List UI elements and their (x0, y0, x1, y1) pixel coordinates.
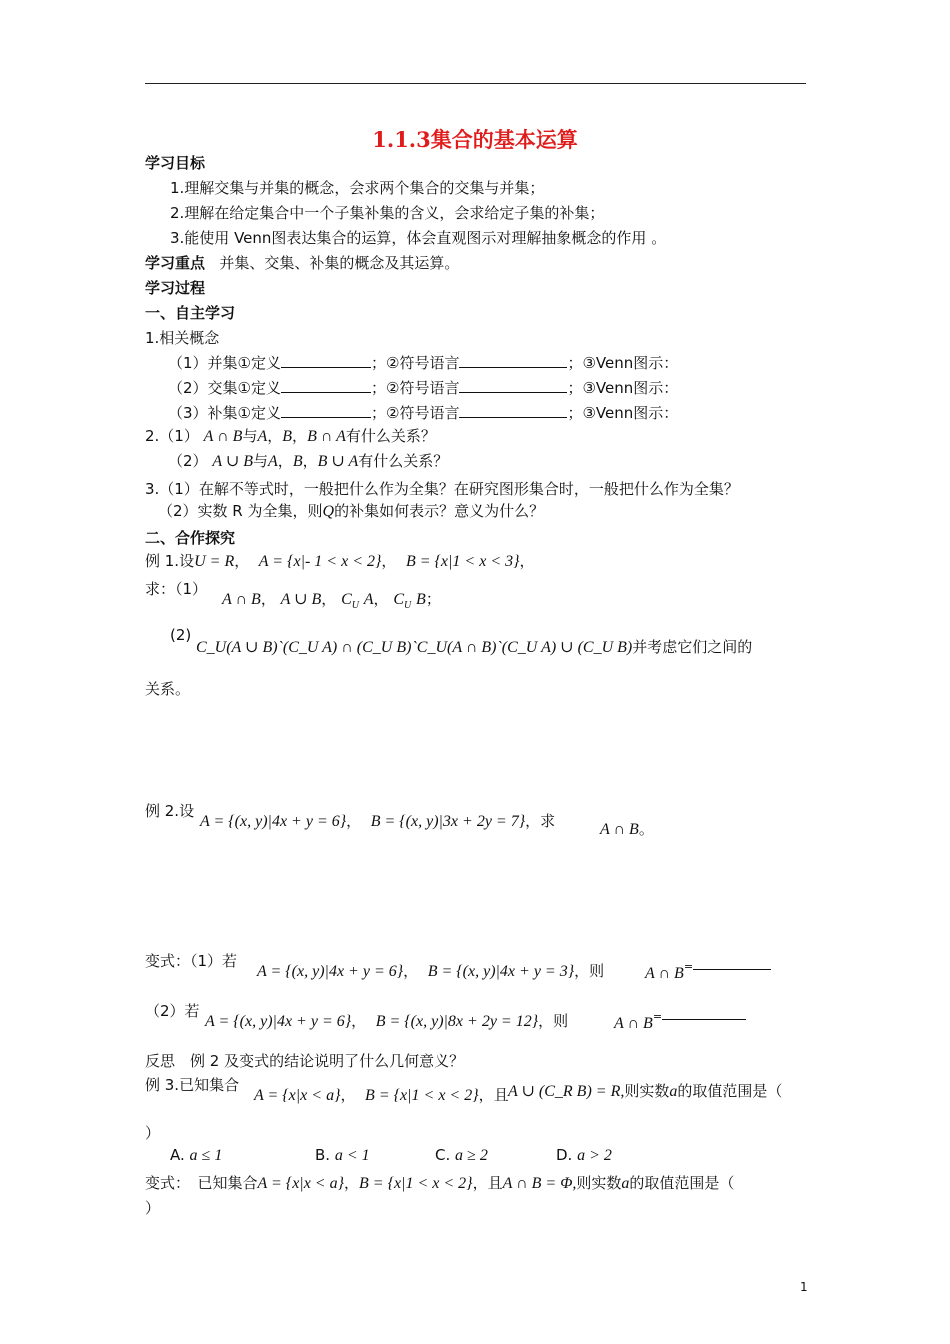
math-expr: A = {(x, y)|4x + y = 6} (200, 813, 347, 830)
concept-row-complement (168, 402, 678, 423)
math-expr: B ∩ A (307, 428, 346, 445)
definition-blank[interactable] (281, 403, 371, 418)
definition-blank[interactable] (281, 353, 371, 368)
option-d[interactable] (556, 1146, 612, 1165)
ex-prefix: 例 2.设 (145, 802, 195, 820)
ex-text: ，求 (525, 812, 556, 830)
concept-row-intersection (168, 377, 678, 398)
math-expr: A = {(x, y)|4x + y = 6} (205, 1013, 352, 1030)
ex-text: 并考虑它们之间的 (632, 638, 753, 656)
q-text: ， (277, 452, 293, 470)
example-2-body (200, 810, 555, 831)
option-label: D. (556, 1146, 573, 1164)
header-rule (145, 83, 806, 84)
goal-item-1: 1.理解交集与并集的概念，会求两个集合的交集与并集； (170, 179, 545, 197)
goal-item-3: 3.能使用 Venn图表达集合的运算，体会直观图示对理解抽象概念的作用 。 (170, 229, 667, 247)
ex-text: ，且 (478, 1086, 509, 1104)
symbol-blank[interactable] (459, 353, 567, 368)
ex-prefix: 例 1.设 (145, 552, 195, 570)
reflection: 反思 例 2 及变式的结论说明了什么几何意义？ (145, 1052, 465, 1070)
focus-heading: 学习重点 (145, 254, 206, 272)
concept-name: （1）并集①定义 (168, 354, 281, 372)
goals-heading: 学习目标 (145, 154, 206, 172)
separator: ， (340, 1086, 356, 1104)
example-1-part1 (222, 588, 441, 611)
cooperate-heading: 二、合作探究 (145, 529, 236, 547)
math-expr: C (341, 591, 352, 608)
self-study-heading: 一、自主学习 (145, 304, 236, 322)
math-expr: C (393, 591, 405, 608)
math-expr: B = {x|1 < x < 2} (359, 1175, 473, 1192)
q-text: 有什么关系？ (345, 427, 436, 445)
example-3-body (254, 1084, 509, 1105)
math-expr: B (292, 453, 303, 470)
q-text: 的补集如何表示？意义为什么？ (334, 502, 545, 520)
option-label: A. (170, 1146, 185, 1164)
math-subscript: U (351, 600, 359, 611)
example-1-ask: 求：（1） (145, 580, 208, 598)
math-expr: B (416, 591, 426, 608)
separator: ， (373, 590, 389, 608)
variant-3 (145, 1172, 734, 1193)
ex-text: ，则 (538, 1012, 569, 1030)
math-expr: B = {(x, y)|4x + y = 3} (427, 963, 575, 980)
example-2-target (600, 818, 654, 839)
q-text: （2）实数 R 为全集，则 (158, 502, 323, 520)
math-expr: a ≥ 2 (455, 1147, 488, 1164)
math-expr: A ∪ (C_R B) = R, (508, 1083, 625, 1100)
ex-text: 。 (638, 820, 654, 838)
answer-blank[interactable] (662, 1013, 746, 1020)
definition-blank[interactable] (281, 378, 371, 393)
q-text: ， (302, 452, 318, 470)
math-expr: A = {x|x < a} (257, 1175, 344, 1192)
symbol-blank[interactable] (459, 403, 567, 418)
variant-1 (145, 950, 237, 971)
separator: ， (234, 552, 250, 570)
separator: ， (344, 1174, 360, 1192)
variant-2-body (205, 1010, 568, 1031)
ex-prefix: 变式：（1）若 (145, 952, 238, 970)
math-expr: a ≤ 1 (189, 1147, 223, 1164)
math-expr: B (282, 428, 293, 445)
example-1-tail: 关系。 (145, 680, 191, 698)
page-title: 1.1.3集合的基本运算 (372, 127, 578, 152)
venn-label: ；③Venn图示： (567, 379, 679, 397)
example-2 (145, 800, 194, 821)
separator: ， (321, 590, 337, 608)
math-expr: A (257, 428, 268, 445)
example-1-part2-label: (2) (170, 626, 192, 644)
variant-1-answer (645, 960, 771, 983)
symbol-label: ；②符号语言 (371, 404, 460, 422)
math-expr: A ∩ B (645, 965, 684, 982)
concept-name: （3）补集①定义 (168, 404, 281, 422)
focus-line (145, 252, 459, 273)
math-expr: B ∪ A (317, 453, 359, 470)
question-3-2 (158, 500, 544, 521)
ex-text: ，且 (472, 1174, 503, 1192)
example-3-condition (508, 1080, 782, 1101)
q-prefix: 2.（1） (145, 427, 199, 445)
separator: ， (519, 552, 535, 570)
ex-text: 则实数 (624, 1082, 670, 1100)
separator: ； (425, 590, 441, 608)
ex-prefix: 变式： 已知集合 (145, 1174, 258, 1192)
variant-2-answer (614, 1010, 746, 1033)
math-expr: A = {x|- 1 < x < 2} (258, 553, 382, 570)
page-number: 1 (800, 1280, 808, 1294)
variant-1-body (257, 960, 604, 981)
example-3-close: ） (145, 1124, 161, 1142)
math-subscript: U (404, 600, 412, 611)
option-label: C. (435, 1146, 451, 1164)
ex-text: 则实数 (576, 1174, 622, 1192)
q-text: ， (292, 427, 308, 445)
process-heading: 学习过程 (145, 279, 206, 297)
equals-sign: = (683, 960, 694, 973)
math-expr: B = {(x, y)|8x + 2y = 12} (375, 1013, 539, 1030)
venn-label: ；③Venn图示： (567, 354, 679, 372)
math-expr: A (363, 591, 374, 608)
math-expr: A ∪ B (280, 591, 322, 608)
math-expr: A ∩ B (203, 428, 243, 445)
symbol-blank[interactable] (459, 378, 567, 393)
equals-sign: = (652, 1010, 663, 1023)
concept-name: （2）交集①定义 (168, 379, 281, 397)
math-expr: a (621, 1175, 630, 1192)
example-1-setup (145, 550, 535, 571)
math-expr: A = {(x, y)|4x + y = 6} (257, 963, 404, 980)
separator: ， (403, 962, 419, 980)
ex-prefix: 例 3.已知集合 (145, 1076, 240, 1094)
option-a[interactable] (170, 1146, 222, 1165)
math-expr: A ∩ B = Φ, (502, 1175, 577, 1192)
example-3 (145, 1074, 239, 1095)
example-1-part2 (196, 636, 752, 657)
math-expr: A ∩ B (222, 591, 261, 608)
math-expr: A ∪ B (212, 453, 253, 470)
separator: ， (351, 1012, 367, 1030)
math-expr: Q (322, 503, 335, 520)
math-expr: A ∩ B (600, 821, 639, 838)
symbol-label: ；②符号语言 (371, 379, 460, 397)
math-expr: U = R (194, 553, 235, 570)
separator: ， (260, 590, 276, 608)
option-label: B. (315, 1146, 331, 1164)
ex-prefix: （2）若 (145, 1002, 200, 1020)
math-expr: a (669, 1083, 678, 1100)
math-expr: A ∩ B (614, 1015, 653, 1032)
math-expr: a > 2 (577, 1147, 612, 1164)
goal-item-2: 2.理解在给定集合中一个子集补集的含义，会求给定子集的补集； (170, 204, 605, 222)
venn-label: ；③Venn图示： (567, 404, 679, 422)
question-2-2 (168, 450, 448, 471)
ex-text: ，则 (574, 962, 605, 980)
math-expr: B = {x|1 < x < 2} (365, 1087, 479, 1104)
q-text: 与 (253, 452, 269, 470)
ex-text: 的取值范围是（ (629, 1174, 735, 1192)
ex-text: 的取值范围是（ (677, 1082, 783, 1100)
variant-3-close: ） (145, 1199, 161, 1217)
separator: ， (381, 552, 397, 570)
math-expr: C_U(A ∪ B)`(C_U A) ∩ (C_U B)`C_U(A ∩ B)`(C_U A) ∪ (C_U B) (196, 639, 633, 656)
q-text: ， (267, 427, 283, 445)
concepts-label: 1.相关概念 (145, 329, 220, 347)
option-c[interactable] (435, 1146, 488, 1165)
variant-2 (145, 1000, 200, 1021)
separator: ， (346, 812, 362, 830)
math-expr: A (268, 453, 278, 470)
symbol-label: ；②符号语言 (371, 354, 460, 372)
answer-blank[interactable] (693, 963, 771, 970)
option-b[interactable] (315, 1146, 370, 1165)
math-expr: A = {x|x < a} (254, 1087, 341, 1104)
q-prefix: （2） (168, 452, 208, 470)
q-text: 有什么关系？ (358, 452, 449, 470)
question-3-1: 3.（1）在解不等式时，一般把什么作为全集？在研究图形集合时，一般把什么作为全集？ (145, 480, 739, 498)
question-2-1 (145, 425, 436, 446)
math-expr: a < 1 (334, 1147, 370, 1164)
math-expr: B = {x|1 < x < 3} (405, 553, 520, 570)
q-text: 与 (242, 427, 258, 445)
math-expr: B = {(x, y)|3x + 2y = 7} (370, 813, 526, 830)
focus-text: 并集、交集、补集的概念及其运算。 (219, 254, 460, 272)
concept-row-union (168, 352, 678, 373)
